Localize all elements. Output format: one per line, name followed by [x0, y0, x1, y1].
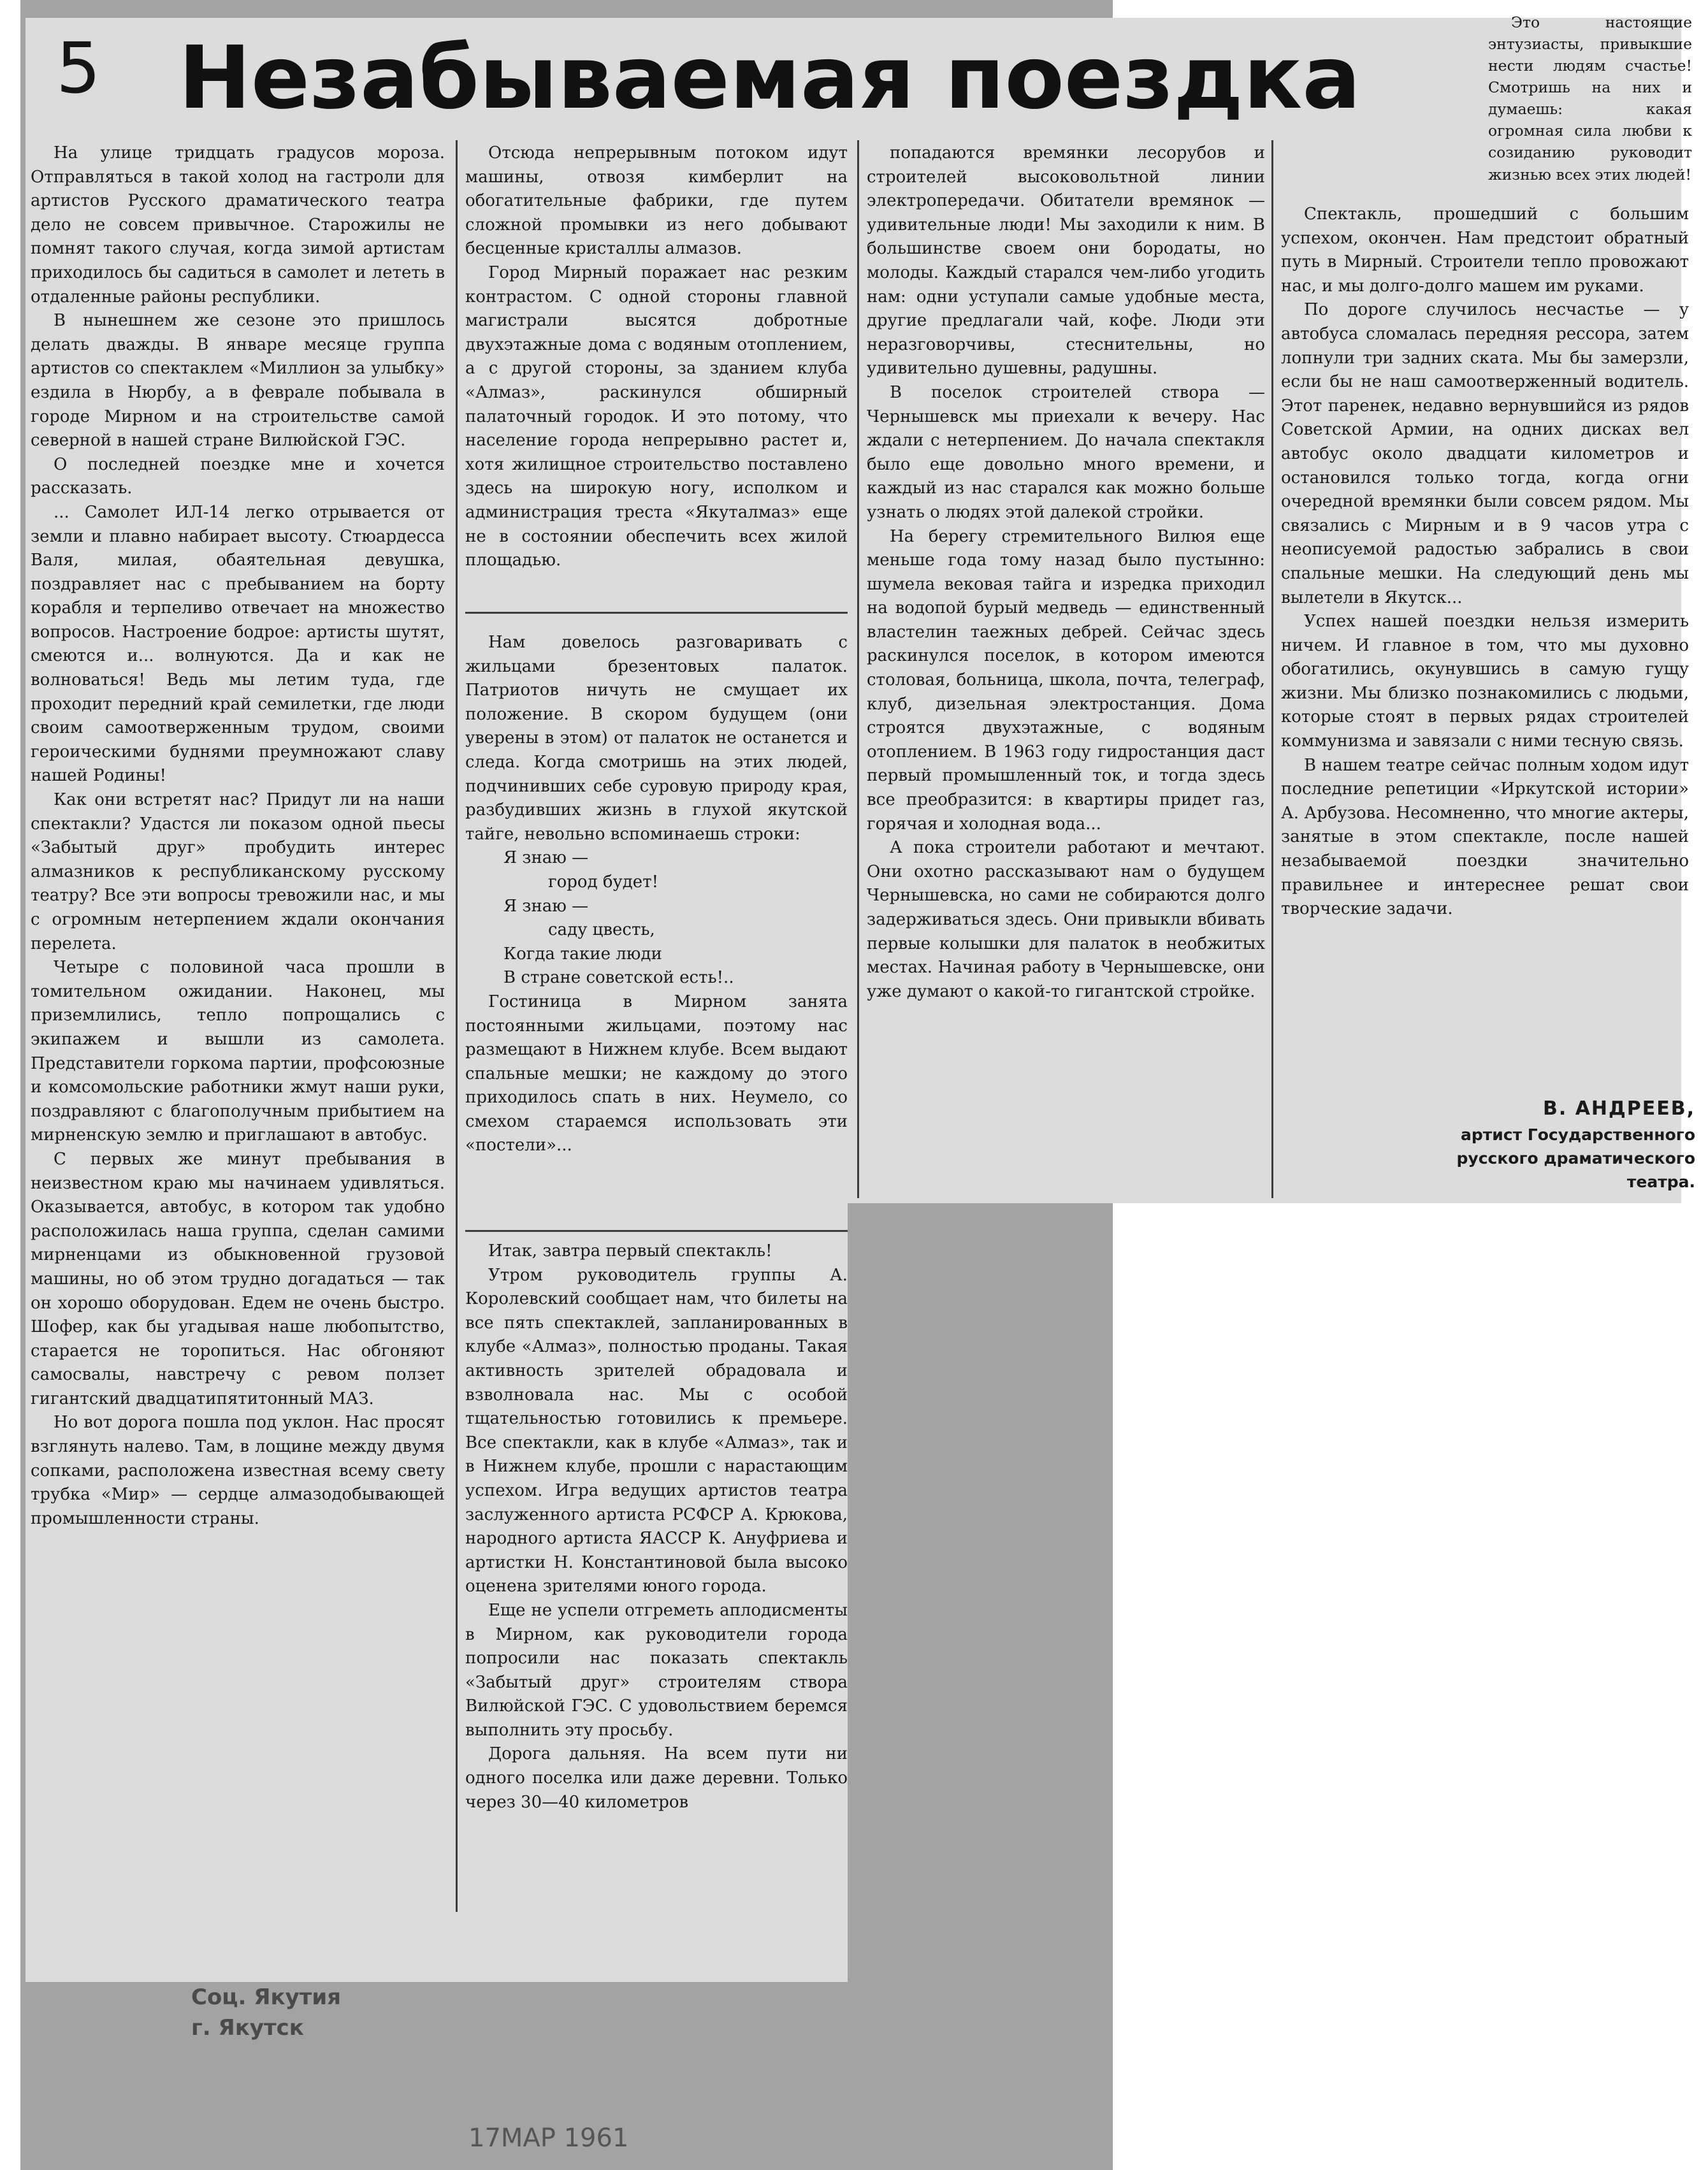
- article-paragraph: В поселок строителей створа — Чернышевск мы приехали к вечеру. Нас ждали с нетерпением. До начала спектакля было еще довольно много времени, и каждый из нас старался как можно больше узнать о людях этой далекой стройки.: [867, 382, 1265, 522]
- article-column-2: [465, 141, 848, 610]
- article-column-1: [31, 141, 445, 1913]
- article-paragraph: На улице тридцать градусов мороза. Отправляться в такой холод на гастроли для артистов Русского драматического театра дело не совсем привычное. Старожилы не помнят такого случая, когда зимой артистам приходилось бы садиться в самолет и лететь в отдаленные районы республики.: [31, 143, 445, 307]
- poem-line: Я знаю —: [503, 848, 589, 868]
- poem-line: Когда такие люди: [503, 944, 662, 964]
- stamp-newspaper-name: Соц. Якутия: [191, 1985, 342, 2010]
- poem-line: Я знаю —: [503, 896, 589, 916]
- author-role-line: артист Государственного: [1460, 1125, 1695, 1144]
- page-number-mark: 5: [56, 27, 101, 109]
- article-paragraph: Город Мирный поражает нас резким контрастом. С одной стороны главной магистрали высятся добротные двухэтажные дома с водяным отоплением, а с другой стороны, за зданием клуба «Алмаз», раскинулся обширный палаточный городок. И это потому, что население города непрерывно растет и, хотя жилищное строительство поставлено здесь на широкую ногу, исполком и администрация треста «Якуталмаз» еще не в состоянии обеспечить всех жилой площадью.: [465, 263, 848, 570]
- article-title: Незабываемая поездка: [178, 28, 1361, 129]
- article-paragraph: Спектакль, прошедший с большим успехом, окончен. Нам предстоит обратный путь в Мирный. Строители тепло провожают нас, и мы долго-долго машем им руками.: [1281, 205, 1689, 296]
- author-role-line: русского драматического: [1456, 1149, 1695, 1168]
- poem-line: В стране советской есть!..: [503, 968, 734, 988]
- poem-quote: [465, 846, 848, 990]
- article-paragraph: Гостиница в Мирном занята постоянными жильцами, поэтому нас размещают в Нижнем клубе. Всем выдают спальные мешки; не каждому до этого приходилось спать в них. Неумело, со смехом стараемся использовать эти «постели»...: [465, 992, 848, 1155]
- article-paragraph: Еще не успели отгреметь аплодисменты в Мирном, как руководители города попросили нас показать спектакль «Забытый друг» строителям створа Вилюйской ГЭС. С удовольствием беремся выполнить эту просьбу.: [465, 1600, 848, 1740]
- article-paragraph: По дороге случилось несчастье — у автобуса сломалась передняя рессора, затем лопнули три задних ската. Мы бы замерзли, если бы не наш самоотверженный водитель. Этот паренек, недавно вернувшийся из рядов Советской Армии, на одних дисках вел автобус около двадцати километров и остановился только тогда, когда огни очередной времянки были совсем рядом. Мы связались с Мирным и в 9 часов утра с неописуемой радостью забрались в свои спальные мешки. На следующий день мы вылетели в Якутск...: [1281, 300, 1689, 607]
- article-paragraph: Как они встретят нас? Придут ли на наши спектакли? Удастся ли показом одной пьесы «Забытый друг» пробудить интерес алмазников к республиканскому русскому театру? Все эти вопросы тревожили нас, и мы с огромным нетерпением ждали окончания перелета.: [31, 790, 445, 953]
- article-paragraph: В нашем театре сейчас полным ходом идут последние репетиции «Иркутской истории» А. Арбузова. Несомненно, что многие актеры, занятые в этом спектакле, после нашей незабываемой поездки значительно правильнее и интереснее решат свои творческие задачи.: [1281, 755, 1689, 919]
- author-role-line: театра.: [1626, 1173, 1695, 1191]
- article-column-3: [465, 631, 848, 1227]
- article-paragraph: Успех нашей поездки нельзя измерить ничем. И главное в том, что мы духовно обогатились, окунувшись в самую гущу жизни. Мы близко познакомились с людьми, которые стоят в первых рядах строителей коммунизма и завязали с ними тесную связь.: [1281, 612, 1689, 751]
- article-paragraph: О последней поездке мне и хочется рассказать.: [31, 454, 445, 498]
- article-paragraph: На берегу стремительного Вилюя еще меньше года тому назад было пустынно: шумела вековая тайга и изредка приходил на водопой бурый медведь — единственный властелин таежных дебрей. Сейчас здесь раскинулся поселок, в котором имеются столовая, больница, школа, почта, телеграф, клуб, дизельная электростанция. Дома строятся двухэтажные, с водяным отоплением. В 1963 году гидростанция даст первый промышленный ток, и тогда здесь все преобразится: в квартиры придет газ, горячая и холодная вода...: [867, 526, 1265, 834]
- article-paragraph: Нам довелось разговаривать с жильцами брезентовых палаток. Патриотов ничуть не смущает их положение. В скором будущем (они уверены в этом) от палаток не останется и следа. Когда смотришь на этих людей, подчинивших себе суровую природу края, разбудивших жизнь в глухой якутской тайге, невольно вспоминаешь строки:: [465, 633, 848, 844]
- newspaper-stamp: [191, 1982, 459, 2058]
- stamp-date: 17МАР 1961: [468, 2123, 629, 2153]
- column-rule: [1271, 140, 1273, 1198]
- article-paragraph: ... Самолет ИЛ-14 легко отрывается от земли и плавно набирает высоту. Стюардесса Валя, милая, обаятельная девушка, поздравляет нас с пребыванием на борту корабля и терпеливо отвечает на множество вопросов. Настроение бодрое: артисты шутят, смеются и... волнуются. Да и как не волноваться! Ведь мы летим туда, где проходит передний край семилетки, где люди своим самоотверженным трудом, своими героическими буднями преумножают славу нашей Родины!: [31, 502, 445, 786]
- article-paragraph: Итак, завтра первый спектакль!: [488, 1241, 772, 1261]
- article-paragraph: Четыре с половиной часа прошли в томительном ожидании. Наконец, мы приземлились, тепло попрощались с экипажем и вышли из самолета. Представители горкома партии, профсоюзные и комсомольские работники жмут наши руки, поздравляют с благополучным прибытием на мирненскую землю и приглашают в автобус.: [31, 958, 445, 1145]
- column-rule: [857, 140, 859, 1198]
- author-signature: [1357, 1095, 1695, 1235]
- article-paragraph: С первых же минут пребывания в неизвестном краю мы начинаем удивляться. Оказывается, автобус, в котором так удобно расположилась наша группа, сделан самими мирненцами из обыкновенной грузовой машины, но об этом трудно догадаться — так он хорошо оборудован. Едем не очень быстро. Шофер, как бы угадывая наше любопытство, старается не торопиться. Нас обгоняют самосвалы, навстречу с ревом ползет гигантский двадцатипятитонный МАЗ.: [31, 1149, 445, 1408]
- article-paragraph: Утром руководитель группы А. Королевский сообщает нам, что билеты на все пять спектаклей, запланированных в клубе «Алмаз», полностью проданы. Такая активность зрителей обрадовала и взволновала нас. Мы с особой тщательностью готовились к премьере. Все спектакли, как в клубе «Алмаз», так и в Нижнем клубе, прошли с нарастающим успехом. Игра ведущих артистов театра заслуженного артиста РСФСР А. Крюкова, народного артиста ЯАССР К. Ануфриева и артистки Н. Константиновой была высоко оценена зрителями юного города.: [465, 1265, 848, 1596]
- article-paragraph: А пока строители работают и мечтают. Они охотно рассказывают нам о будущем Чернышевска, но сами не собираются долго задерживаться здесь. Они привыкли вбивать первые колышки для палаток в необжитых местах. Начиная работу в Чернышевске, они уже думают о какой-то гигантской стройке.: [867, 838, 1265, 1001]
- poem-line: саду цвесть,: [548, 920, 655, 940]
- article-paragraph: Это настоящие энтузиасты, привыкшие нести людям счастье! Смотришь на них и думаешь: какая огромная сила любви к созиданию руководит жизнью всех этих людей!: [1488, 13, 1692, 184]
- article-paragraph: В нынешнем же сезоне это пришлось делать дважды. В январе месяце группа артистов со спектаклем «Миллион за улыбку» ездила в Нюрбу, а в феврале побывала в городе Мирном и на строительстве самой северной в нашей стране Вилюйской ГЭС.: [31, 311, 445, 451]
- author-name: В. АНДРЕЕВ,: [1543, 1097, 1695, 1120]
- section-rule: [465, 612, 848, 614]
- article-paragraph: Но вот дорога пошла под уклон. Нас просят взглянуть налево. Там, в лощине между двумя сопками, расположена известная всему свету трубка «Мир» — сердце алмазодобывающей промышленности страны.: [31, 1413, 445, 1528]
- article-paragraph: Дорога дальняя. На всем пути ни одного поселка или даже деревни. Только через 30—40 километров: [465, 1744, 848, 1812]
- section-rule: [465, 1230, 848, 1232]
- poem-line: город будет!: [548, 872, 659, 892]
- article-column-5: [867, 141, 1265, 1199]
- article-column-6-top: [1488, 11, 1692, 203]
- article-paragraph: Отсюда непрерывным потоком идут машины, отвозя кимберлит на обогатительные фабрики, где путем сложной промывки из него добывают бесценные кристаллы алмазов.: [465, 143, 848, 259]
- article-column-4: [465, 1240, 848, 1915]
- column-rule: [456, 140, 458, 1912]
- article-paragraph: попадаются времянки лесорубов и строителей высоковольтной линии электропередачи. Обитатели времянок — удивительные люди! Мы заходили к ним. В большинстве своем они бородаты, но молоды. Каждый старался чем-либо угодить нам: одни уступали самые удобные места, другие предлагали чай, кофе. Люди эти неразговорчивы, стеснительны, но удивительно душевны, радушны.: [867, 143, 1265, 379]
- article-column-6: [1281, 203, 1689, 1094]
- stamp-city: г. Якутск: [191, 2015, 304, 2041]
